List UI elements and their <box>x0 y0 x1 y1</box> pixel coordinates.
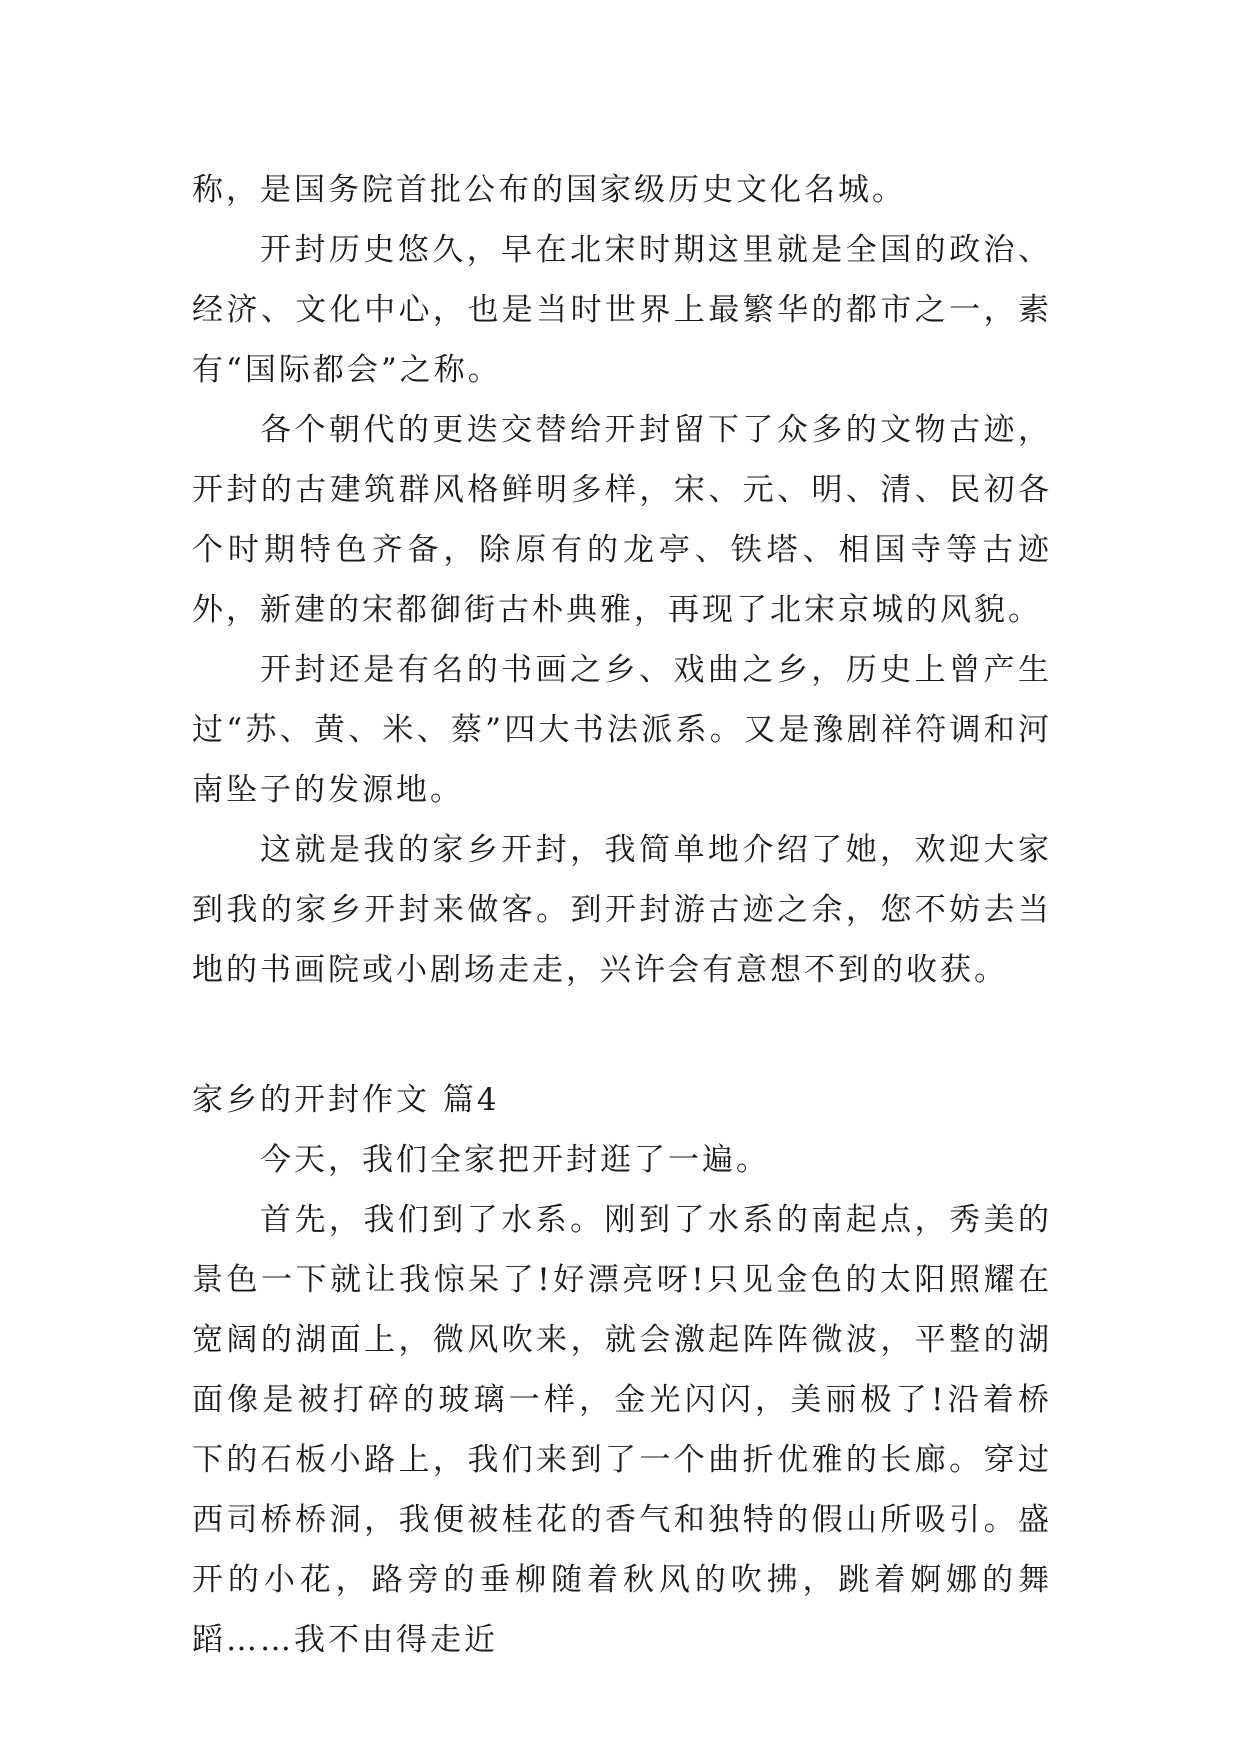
paragraph-welcome: 这就是我的家乡开封，我简单地介绍了她，欢迎大家到我的家乡开封来做客。到开封游古迹之余，您不妨去当地的书画院或小剧场走走，兴许会有意想不到的收获。 <box>192 832 1052 988</box>
paragraph-intro: 今天，我们全家把开封逛了一遍。 <box>260 1142 770 1178</box>
paragraph-continuation: 称，是国务院首批公布的国家级历史文化名城。 <box>192 172 906 208</box>
section-heading: 家乡的开封作文 篇4 <box>192 1082 500 1118</box>
paragraph-history: 开封历史悠久，早在北宋时期这里就是全国的政治、经济、文化中心，也是当时世界上最繁华的都市之一，素有“国际都会”之称。 <box>192 232 1052 388</box>
document-page <box>192 160 1052 1670</box>
paragraph-architecture: 各个朝代的更迭交替给开封留下了众多的文物古迹，开封的古建筑群风格鲜明多样，宋、元、明、清、民初各个时期特色齐备，除原有的龙亭、铁塔、相国寺等古迹外，新建的宋都御街古朴典雅，再现了北宋京城的风貌。 <box>192 412 1052 628</box>
paragraph-culture: 开封还是有名的书画之乡、戏曲之乡，历史上曾产生过“苏、黄、米、蔡”四大书法派系。又是豫剧祥符调和河南坠子的发源地。 <box>192 652 1052 808</box>
paragraph-water-system: 首先，我们到了水系。刚到了水系的南起点，秀美的景色一下就让我惊呆了!好漂亮呀!只见金色的太阳照耀在宽阔的湖面上，微风吹来，就会激起阵阵微波，平整的湖面像是被打碎的玻璃一样，金光闪闪，美丽极了!沿着桥下的石板小路上，我们来到了一个曲折优雅的长廊。穿过西司桥桥洞，我便被桂花的香气和独特的假山所吸引。盛开的小花，路旁的垂柳随着秋风的吹拂，跳着婀娜的舞蹈……我不由得走近 <box>192 1202 1052 1658</box>
